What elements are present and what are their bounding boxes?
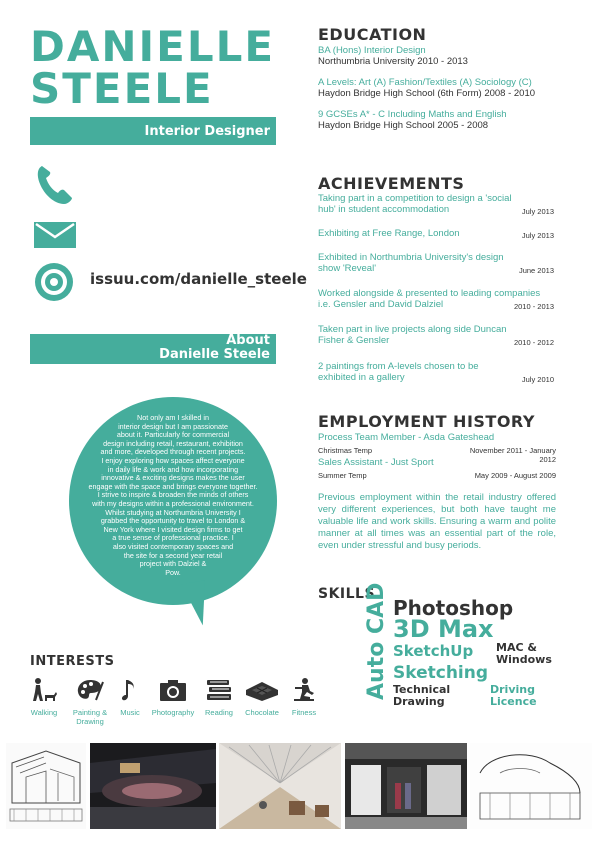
interest-photography [147, 678, 199, 717]
achievement-item: 2 paintings from A-levels chosen to be exhibited in a gallery July 2010 [318, 361, 554, 384]
walking-icon [30, 678, 58, 702]
achievement-item: Exhibiting at Free Range, London July 2013 [318, 228, 554, 240]
interest-label: Fitness [291, 708, 317, 717]
employment-role: Sales Assistant - Just Sport [318, 457, 434, 468]
phone-icon [34, 164, 74, 206]
education-heading: EDUCATION [318, 25, 427, 44]
interest-music [116, 678, 144, 717]
achievement-item: Taken part in live projects along side Duncan Fisher & Gensler 2010 - 2012 [318, 324, 554, 347]
skill-autocad: Auto CAD [364, 582, 389, 700]
interest-label: Walking [30, 708, 58, 717]
fitness-icon [290, 678, 318, 702]
employment-type: Summer Temp [318, 471, 367, 480]
interest-label: Music [120, 708, 140, 717]
interest-walking [26, 678, 62, 717]
employment-heading: EMPLOYMENT HISTORY [318, 412, 535, 431]
employment-dates: May 2009 - August 2009 [474, 471, 556, 480]
music-note-icon [116, 678, 144, 702]
employment-summary: Previous employment within the retail industry offered very different experiences, but both have taught me valuable life and work skills. Ensuring a warm and polite manner at all times was an essential part of the role, even under stressful and busy periods. [318, 492, 556, 551]
interest-reading [202, 678, 236, 717]
interest-label: Photography [151, 708, 195, 717]
skill-licence: Licence [490, 695, 537, 708]
portfolio-sketch-2 [470, 743, 592, 829]
skill-mac: MAC & [496, 641, 537, 654]
job-title-banner [30, 117, 276, 145]
interest-label: Chocolate [245, 708, 279, 717]
employment-type: Christmas Temp [318, 446, 373, 455]
interest-painting [68, 678, 112, 726]
job-title: Interior Designer [144, 124, 270, 139]
interest-fitness [288, 678, 320, 717]
education-list [318, 45, 558, 131]
achievements-heading: ACHIEVEMENTS [318, 174, 465, 193]
portfolio-sketch-1 [6, 743, 86, 829]
interest-label: Reading [205, 708, 233, 717]
about-subheading: Danielle Steele [159, 347, 270, 362]
candidate-name: DANIELLE STEELE [30, 22, 276, 113]
interest-chocolate [242, 678, 282, 717]
employment-role: Process Team Member - Asda Gateshead [318, 432, 495, 443]
about-heading: About [226, 333, 270, 348]
skill-technical: Technical [393, 683, 451, 696]
website-link[interactable]: issuu.com/danielle_steele [90, 270, 307, 288]
education-detail: Haydon Bridge High School 2005 - 2008 [318, 120, 489, 131]
palette-icon [76, 678, 104, 702]
camera-icon [159, 678, 187, 702]
skill-drawing: Drawing [393, 695, 445, 708]
skill-windows: Windows [496, 653, 552, 666]
interest-label: Drawing [76, 717, 104, 726]
achievement-item: Taking part in a competition to design a 'social hub' in student accommodation July 2013 [318, 193, 554, 216]
skill-photoshop: Photoshop [393, 596, 514, 620]
about-banner [30, 334, 276, 364]
skill-sketchup: SketchUp [393, 642, 474, 660]
skills-heading: SKILLS [318, 586, 376, 602]
achievement-item: Exhibited in Northumbria University's design show 'Reveal' June 2013 [318, 252, 554, 275]
education-title: BA (Hons) Interior Design [318, 45, 426, 56]
skill-sketching: Sketching [393, 663, 489, 683]
chocolate-icon [244, 678, 280, 702]
about-text: Not only am I skilled in interior design but I am passionate about it. Particularly for commercial design including retail, restaurant, exhibition and more, developed through recent projects. I enjoy exploring how spaces affect everyone in daily life & work and how incorporating innovative & exciting designs makes the user engage with the space and brings everyone together. I strive to inspire & broaden the minds of others with my designs within a professional environment. Whilst studying at Northumbria University I grabbed the opportunity to travel to London & New York where I visited design firms to get a true sense of professional practice. I also visited contemporary spaces and the site for a second year retail project with Dalziel & Pow. [88, 413, 258, 577]
education-title: A Levels: Art (A) Fashion/Textiles (A) Sociology (C) [318, 77, 532, 88]
interest-label: Painting & [72, 708, 108, 717]
issuu-icon [34, 262, 74, 302]
employment-dates: November 2011 - January 2012 [469, 446, 556, 464]
skill-driving: Driving [490, 683, 535, 696]
interests-heading: INTERESTS [30, 654, 115, 669]
mail-icon [34, 222, 76, 248]
portfolio-render-1 [90, 743, 216, 829]
education-title: 9 GCSEs A* - C Including Maths and English [318, 109, 507, 120]
achievement-item: Worked alongside & presented to leading companies i.e. Gensler and David Dalziel 2010 - 2013 [318, 288, 554, 311]
portfolio-render-2 [219, 743, 341, 829]
education-detail: Northumbria University 2010 - 2013 [318, 56, 468, 67]
portfolio-render-3 [345, 743, 467, 829]
skill-3dmax: 3D Max [393, 615, 494, 643]
education-detail: Haydon Bridge High School (6th Form) 2008 - 2010 [318, 88, 536, 99]
books-icon [205, 678, 233, 702]
